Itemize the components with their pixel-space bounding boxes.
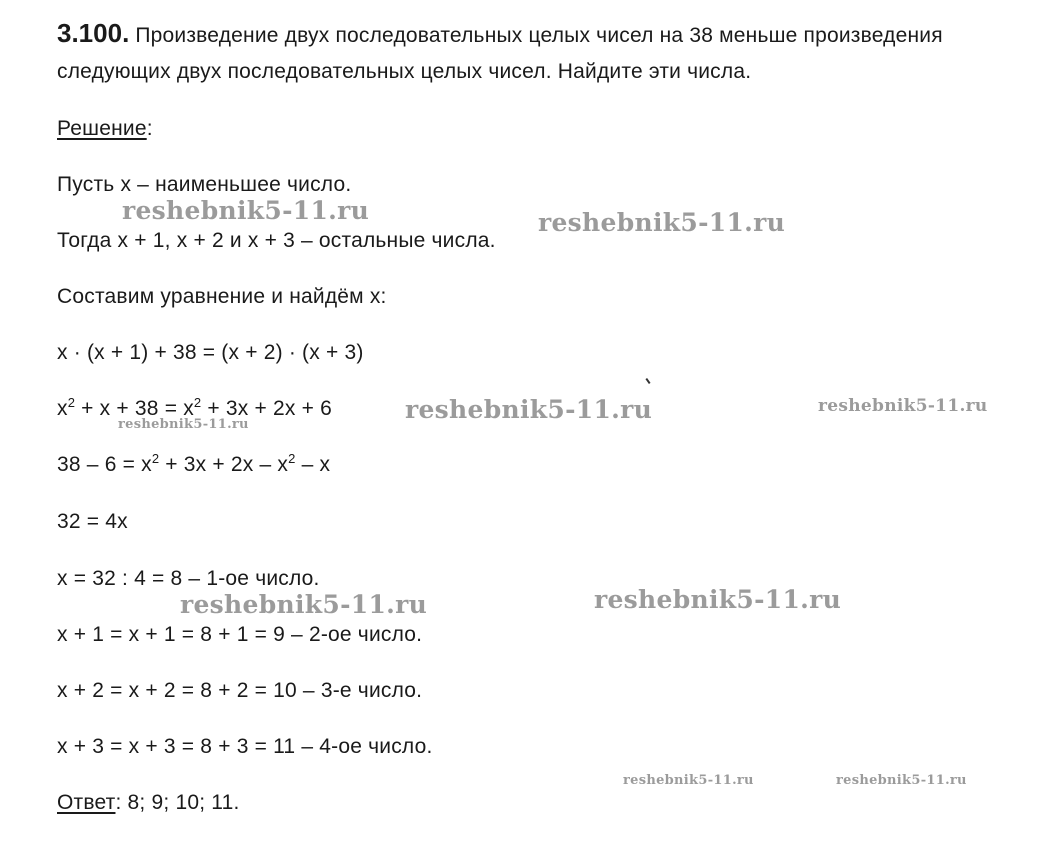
- eq5-part-a: x: [57, 397, 68, 420]
- problem-text-line-2: следующих двух последовательных целых чисел. Найдите эти числа.: [57, 60, 752, 83]
- watermark-5: reshebnik5-11.ru: [118, 417, 249, 432]
- watermark-4: reshebnik5-11.ru: [818, 396, 988, 416]
- watermark-6: reshebnik5-11.ru: [180, 590, 428, 619]
- watermark-1: reshebnik5-11.ru: [122, 196, 370, 225]
- solution-line-7: 32 = 4x: [57, 510, 128, 533]
- solution-line-6: [57, 452, 330, 478]
- solution-line-9: x + 1 = x + 1 = 8 + 1 = 9 – 2-ое число.: [57, 623, 423, 646]
- eq6-part-b: + 3x + 2x – x: [159, 453, 289, 476]
- watermark-3: reshebnik5-11.ru: [405, 395, 653, 424]
- eq5-sup-a: 2: [67, 395, 76, 410]
- scan-speck: [645, 378, 650, 384]
- watermark-7: reshebnik5-11.ru: [594, 585, 842, 614]
- solution-heading-colon: :: [146, 117, 153, 140]
- eq6-sup-a: 2: [151, 451, 160, 466]
- solution-line-1: Пусть x – наименьшее число.: [57, 173, 352, 196]
- eq5-sup-b: 2: [193, 395, 202, 410]
- solution-line-3: Составим уравнение и найдём x:: [57, 285, 387, 308]
- eq5-part-b: + x + 38 = x: [75, 397, 194, 420]
- solution-line-2: Тогда x + 1, x + 2 и x + 3 – остальные числа.: [57, 229, 496, 252]
- problem-number: 3.100.: [57, 18, 130, 48]
- answer-line: [57, 790, 240, 816]
- problem-statement-line-1: [57, 20, 943, 49]
- answer-label: Ответ: [57, 791, 116, 814]
- solution-line-10: x + 2 = x + 2 = 8 + 2 = 10 – 3-е число.: [57, 679, 423, 702]
- watermark-9: reshebnik5-11.ru: [836, 773, 967, 788]
- eq6-part-c: – x: [295, 453, 331, 476]
- solution-line-4: x · (x + 1) + 38 = (x + 2) · (x + 3): [57, 341, 364, 364]
- solution-heading-label: Решение: [57, 117, 147, 140]
- answer-text: : 8; 9; 10; 11.: [115, 791, 240, 814]
- watermark-2: reshebnik5-11.ru: [538, 208, 786, 237]
- eq5-part-c: + 3x + 2x + 6: [201, 397, 332, 420]
- watermark-8: reshebnik5-11.ru: [623, 773, 754, 788]
- solution-line-8: x = 32 : 4 = 8 – 1-ое число.: [57, 567, 320, 590]
- eq6-part-a: 38 – 6 = x: [57, 453, 152, 476]
- solution-heading: [57, 116, 153, 142]
- problem-text-line-1: Произведение двух последовательных целых чисел на 38 меньше произведения: [135, 24, 943, 47]
- eq6-sup-b: 2: [288, 451, 296, 466]
- solution-line-11: x + 3 = x + 3 = 8 + 3 = 11 – 4-ое число.: [57, 735, 433, 758]
